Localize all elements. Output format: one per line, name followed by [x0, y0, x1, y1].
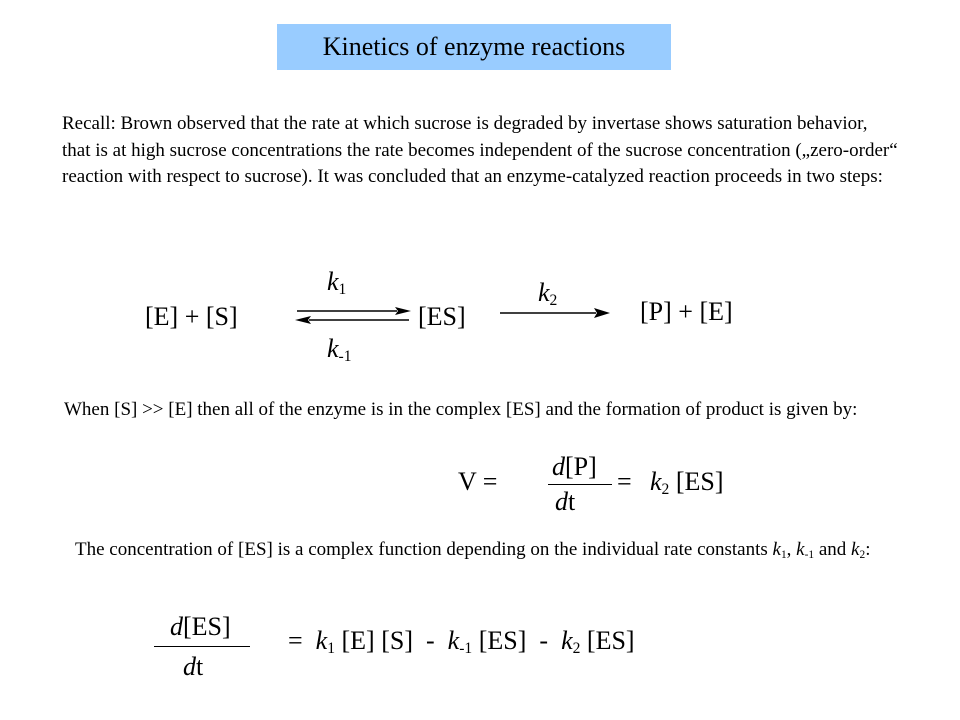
fraction-bar [548, 484, 612, 485]
rate-lhs: V = [458, 467, 498, 496]
es-rhs: = $k_1$ [E] $[S] - k_{-1}$ $[ES] - k_2$ [ES] [288, 626, 635, 657]
complex-es: [ES] [418, 302, 466, 331]
k1-label: $k_1$ [327, 267, 347, 298]
product-arrow [500, 306, 612, 320]
es-concentration-paragraph: The concentration of [ES] is a complex function depending on the individual rate constants $k_1$, $k_{-1}$ and $k_2$: [75, 539, 871, 561]
intro-paragraph: Recall: Brown observed that the rate at which sucrose is degraded by invertase shows saturation behavior, that is at high sucrose concentrations the rate becomes independent of the sucrose concentration („zero-order“ reaction with respect to sucrose). It was concluded that an enzyme-catalyzed reaction proceeds in two steps: [62, 113, 898, 187]
reverse-arrow [295, 316, 409, 324]
products: [P] + [E] [640, 297, 733, 326]
rate-rhs: $k_2$ [ES] [650, 467, 724, 498]
rate-equals: = [617, 467, 632, 496]
equilibrium-arrows [295, 306, 415, 326]
k-minus1-label: $k_{-1}$ [327, 334, 352, 365]
forward-arrow [297, 307, 411, 315]
steady-state-paragraph: When [S] >> [E] then all of the enzyme is in the complex [ES] and the formation of product is given by: [64, 399, 858, 420]
page-title-text: Kinetics of enzyme reactions [322, 32, 626, 61]
page-title [277, 24, 671, 70]
es-denominator: dt [183, 652, 204, 681]
es-fraction-bar [154, 646, 250, 647]
rate-numerator: d[P] [552, 452, 597, 481]
es-numerator: d[ES] [170, 612, 231, 641]
k2-label: $k_2$ [538, 278, 558, 309]
reactants: [E] + [S] [145, 302, 238, 331]
rate-denominator: dt [555, 487, 576, 516]
